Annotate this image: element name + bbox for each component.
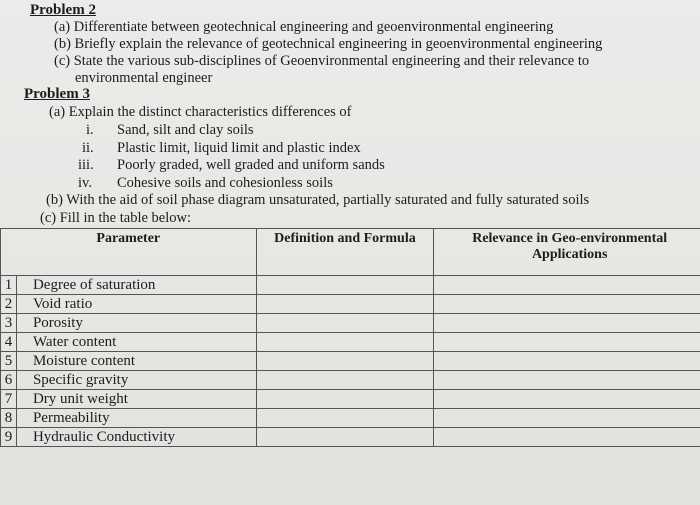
row-parameter: Degree of saturation [16,276,256,295]
definition-cell [256,314,434,333]
definition-cell [256,428,434,447]
row-number: 7 [1,390,17,409]
row-number: 2 [1,295,17,314]
table-row [1,428,700,447]
relevance-cell [434,333,700,352]
definition-cell [256,276,434,295]
row-number: 3 [1,314,17,333]
table-row [1,276,700,295]
row-parameter: Dry unit weight [16,390,256,409]
table-row [1,333,700,352]
problem2-item-c: (c) State the various sub-disciplines of Geoenvironmental engineering and their relevance to [54,53,590,69]
definition-cell [256,371,434,390]
header-relevance-line2: Applications [531,247,608,262]
row-parameter: Specific gravity [16,371,256,390]
subitem-num: ii. [82,140,94,156]
subitem-num: i. [86,122,94,138]
header-parameter: Parameter [1,229,257,276]
row-parameter: Water content [16,333,256,352]
relevance-cell [434,409,700,428]
table-row [1,352,700,371]
subitem-num: iv. [78,175,92,191]
relevance-cell [434,428,700,447]
relevance-cell [434,295,700,314]
parameters-table [0,228,700,447]
row-parameter: Moisture content [16,352,256,371]
header-relevance [434,229,700,276]
row-number: 4 [1,333,17,352]
header-relevance-line1: Relevance in Geo-environmental [472,231,668,246]
table-header-row [1,229,700,276]
subitem-text: Plastic limit, liquid limit and plastic index [117,140,361,156]
problem3-item-a: (a) Explain the distinct characteristics differences of [49,104,352,120]
problem3-title: Problem 3 [24,86,90,102]
problem2-item-c-cont: environmental engineer [75,70,213,86]
problem3-item-c: (c) Fill in the table below: [40,210,192,226]
row-parameter: Hydraulic Conductivity [16,428,256,447]
relevance-cell [434,390,700,409]
relevance-cell [434,371,700,390]
problem2-item-b: (b) Briefly explain the relevance of geotechnical engineering in geoenvironmental engineering [54,36,603,52]
row-number: 8 [1,409,17,428]
subitem-text: Sand, silt and clay soils [117,122,254,138]
table-row [1,409,700,428]
subitem-text: Cohesive soils and cohesionless soils [117,175,333,191]
table-row [1,371,700,390]
subitem-text: Poorly graded, well graded and uniform sands [117,157,385,173]
problem3-item-b: (b) With the aid of soil phase diagram unsaturated, partially saturated and fully saturated soils [46,192,590,208]
row-parameter: Permeability [16,409,256,428]
header-definition: Definition and Formula [256,229,434,276]
row-parameter: Void ratio [16,295,256,314]
definition-cell [256,295,434,314]
table-row [1,314,700,333]
row-parameter: Porosity [16,314,256,333]
row-number: 6 [1,371,17,390]
definition-cell [256,409,434,428]
relevance-cell [434,352,700,371]
definition-cell [256,352,434,371]
relevance-cell [434,314,700,333]
definition-cell [256,390,434,409]
problem2-item-a: (a) Differentiate between geotechnical engineering and geoenvironmental engineering [54,19,554,35]
row-number: 9 [1,428,17,447]
table-row [1,295,700,314]
table-row [1,390,700,409]
row-number: 5 [1,352,17,371]
relevance-cell [434,276,700,295]
problem2-title: Problem 2 [30,2,96,18]
subitem-num: iii. [78,157,94,173]
definition-cell [256,333,434,352]
row-number: 1 [1,276,17,295]
